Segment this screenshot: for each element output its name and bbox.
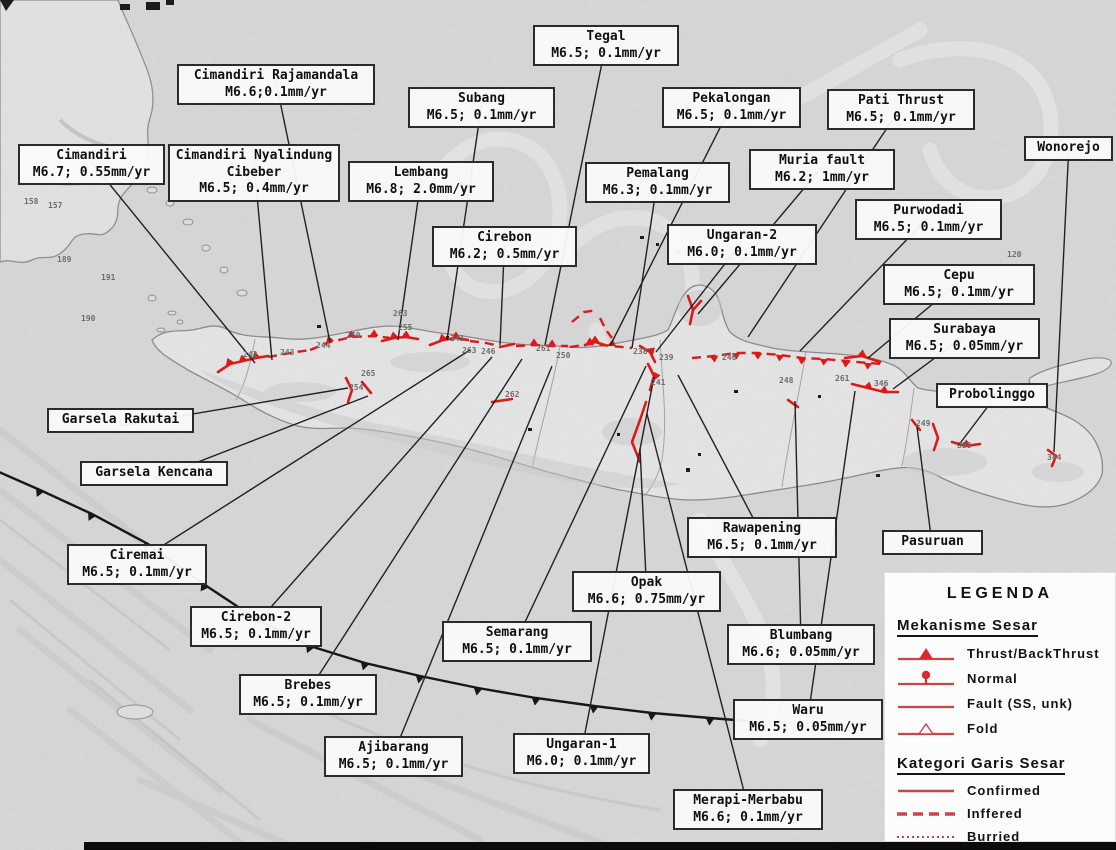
fault-name: Muria fault (778, 153, 866, 168)
fault-magnitude-sliprate: M6.7; 0.55mm/yr (32, 164, 151, 180)
fault-name: Pekalongan (692, 91, 771, 106)
fault-magnitude-sliprate: M6.5; 0.1mm/yr (904, 284, 1014, 300)
legend-row-fault-ss (895, 691, 1115, 716)
fault-name: Surabaya (933, 322, 996, 337)
fault-id-number: 263 (462, 346, 477, 355)
fault-name: Cirebon (477, 230, 532, 245)
fault-id-number: 243 (280, 348, 295, 357)
fault-name: Brebes (284, 678, 332, 693)
fault-magnitude-sliprate: M6.6; 0.1mm/yr (693, 809, 803, 825)
fault-name: Cepu (943, 268, 975, 283)
fault-name: Lembang (393, 165, 449, 180)
fault-id-number: 157 (48, 201, 63, 210)
fault-id-number: 254 (349, 383, 364, 392)
legend-label: Inffered (967, 806, 1023, 821)
fault-magnitude-sliprate: M6.5; 0.05mm/yr (749, 719, 867, 735)
fault-id-number: 246 (481, 347, 496, 356)
fault-magnitude-sliprate: M6.5; 0.05mm/yr (905, 338, 1024, 354)
legend-label: Fold (967, 721, 999, 736)
fault-name: Cimandiri (56, 148, 127, 163)
fault-name: Rawapening (722, 521, 802, 536)
fault-name: Ungaran-1 (546, 737, 617, 752)
fault-name: Tegal (586, 29, 626, 44)
legend-section-category: Kategori Garis Sesar (897, 755, 1065, 775)
legend-row-inffered (895, 802, 1115, 825)
fault-id-number: 346 (874, 379, 889, 388)
fold-icon (895, 719, 957, 739)
fault-name: Merapi-Merbabu (693, 793, 803, 808)
fault-magnitude-sliprate: M6.5; 0.1mm/yr (707, 537, 817, 553)
fault-magnitude-sliprate: M6.8; 2.0mm/yr (366, 181, 476, 197)
legend-row-confirmed (895, 779, 1115, 802)
legend-label: Burried (967, 829, 1021, 844)
fault-name: Opak (630, 575, 663, 590)
fault-id-number: 120 (1007, 250, 1022, 259)
legend-panel (884, 572, 1116, 842)
fault-id-number: 261 (536, 344, 551, 353)
fault-id-number: 158 (24, 197, 39, 206)
fault-id-number: 265 (361, 369, 376, 378)
fault-name: Ciremai (109, 548, 165, 563)
fault-name: Subang (458, 91, 505, 106)
fault-id-number: 350 (957, 441, 972, 450)
buried-line-icon (895, 829, 957, 845)
fault-magnitude-sliprate: M6.5; 0.1mm/yr (82, 564, 192, 580)
fault-id-number: 344 (1047, 453, 1062, 462)
legend-row-normal (895, 666, 1115, 691)
fault-magnitude-sliprate: M6.2; 1mm/yr (775, 169, 869, 185)
fault-name: Wonorejo (1037, 140, 1100, 155)
fault-id-number: 263 (393, 309, 408, 318)
fault-id-number: 261 (835, 374, 850, 383)
fault-magnitude-sliprate: M6.5; 0.1mm/yr (873, 219, 984, 235)
fault-id-number: 250 (346, 331, 361, 340)
legend-category-list (885, 779, 1115, 848)
fault-id-number: 262 (505, 390, 520, 399)
legend-row-fold (895, 716, 1115, 741)
fault-magnitude-sliprate: M6.5; 0.1mm/yr (462, 641, 572, 657)
fault-name: Garsela Rakutai (61, 412, 180, 427)
fault-id-number: 255 (398, 323, 413, 332)
fault-magnitude-sliprate: M6.5; 0.4mm/yr (199, 181, 309, 197)
legend-section-mechanism: Mekanisme Sesar (897, 617, 1038, 637)
fault-magnitude-sliprate: M6.6; 0.05mm/yr (742, 644, 860, 660)
fault-name: Cimandiri Nyalindung Cibeber (175, 148, 333, 180)
fault-id-number: 239 (659, 353, 674, 362)
fault-name: Semarang (485, 625, 549, 640)
fault-id-number: 244 (316, 341, 331, 350)
fault-name: Cirebon-2 (220, 610, 292, 625)
fault-magnitude-sliprate: M6.5; 0.1mm/yr (426, 107, 537, 123)
fault-id-number: 191 (101, 273, 116, 282)
fault-magnitude-sliprate: M6.6; 0.75mm/yr (587, 591, 706, 607)
fault-name: Blumbang (769, 628, 833, 643)
fault-magnitude-sliprate: M6.5; 0.1mm/yr (846, 109, 956, 125)
fault-name: Pemalang (626, 166, 689, 181)
fault-id-number: 248 (779, 376, 794, 385)
legend-label: Fault (SS, unk) (967, 696, 1073, 711)
legend-row-thrust (895, 641, 1115, 666)
fault-id-number: 246 (722, 353, 737, 362)
fault-name: Purwodadi (893, 203, 964, 218)
fault-id-number: 241 (450, 334, 465, 343)
fault-id-number: 190 (81, 314, 96, 323)
thrust-backthrust-icon (895, 644, 957, 664)
fault-id-number: 189 (57, 255, 72, 264)
fault-name: Ungaran-2 (706, 228, 778, 243)
legend-label: Thrust/BackThrust (967, 646, 1100, 661)
fault-name: Probolinggo (948, 387, 1036, 402)
legend-label: Normal (967, 671, 1018, 686)
fault-magnitude-sliprate: M6.6;0.1mm/yr (225, 84, 327, 100)
fault-ss-icon (895, 694, 957, 714)
legend-label: Confirmed (967, 783, 1041, 798)
fault-id-number: 238 (633, 347, 648, 356)
fault-id-number: 250 (556, 351, 571, 360)
fault-name: Pati Thrust (857, 93, 945, 108)
fault-magnitude-sliprate: M6.5; 0.1mm/yr (253, 694, 363, 710)
confirmed-line-icon (895, 783, 957, 799)
fault-magnitude-sliprate: M6.2; 0.5mm/yr (449, 246, 560, 262)
fault-magnitude-sliprate: M6.5; 0.1mm/yr (338, 756, 449, 772)
fault-id-number: 249 (916, 419, 931, 428)
fault-name: Pasuruan (901, 534, 964, 549)
fault-name: Cimandiri Rajamandala (193, 68, 359, 83)
fault-name: Waru (792, 703, 824, 718)
fault-magnitude-sliprate: M6.0; 0.1mm/yr (687, 244, 797, 260)
legend-mechanism-list (885, 641, 1115, 741)
fault-id-number: 241 (651, 378, 666, 387)
legend-row-burried (895, 825, 1115, 848)
fault-name: Garsela Kencana (95, 465, 213, 480)
fault-name: Ajibarang (358, 740, 429, 755)
fault-magnitude-sliprate: M6.5; 0.1mm/yr (201, 626, 311, 642)
legend-title: LEGENDA (946, 585, 1054, 602)
fault-magnitude-sliprate: M6.3; 0.1mm/yr (602, 182, 713, 198)
normal-fault-icon (895, 669, 957, 689)
fault-magnitude-sliprate: M6.0; 0.1mm/yr (526, 753, 637, 769)
fault-magnitude-sliprate: M6.5; 0.1mm/yr (551, 45, 661, 61)
fault-magnitude-sliprate: M6.5; 0.1mm/yr (676, 107, 787, 123)
fault-id-number: 242 (243, 350, 258, 359)
inferred-line-icon (895, 806, 957, 822)
